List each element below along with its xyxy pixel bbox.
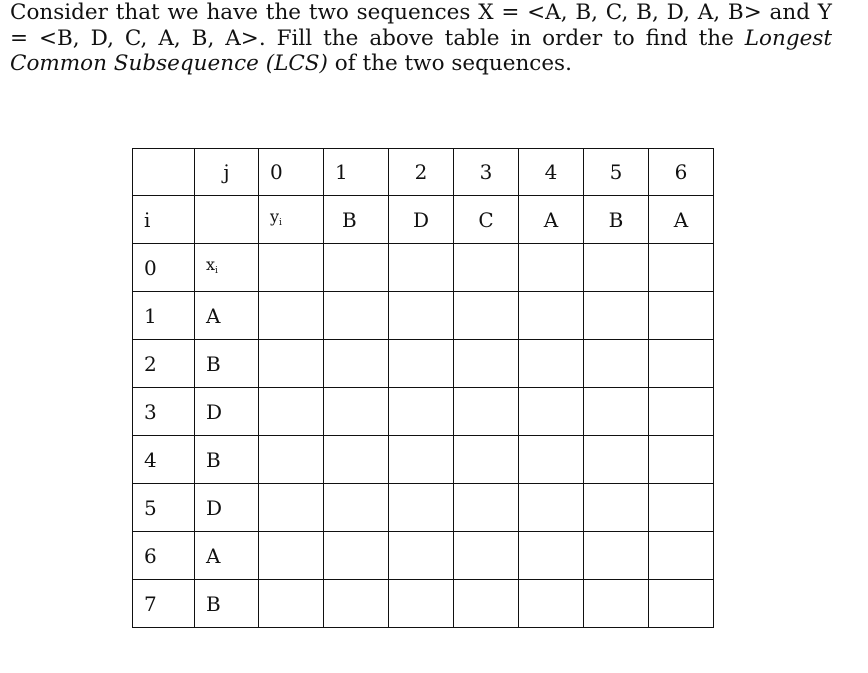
- table-cell-blank[interactable]: [324, 340, 389, 388]
- table-cell-blank[interactable]: [519, 244, 584, 292]
- table-cell-blank[interactable]: [519, 292, 584, 340]
- table-cell-x-7: B: [195, 580, 259, 628]
- table-row-i-2: [133, 340, 714, 388]
- table-cell-blank[interactable]: [324, 532, 389, 580]
- table-cell-i-5: 5: [133, 484, 195, 532]
- table-cell-blank[interactable]: [649, 292, 714, 340]
- table-cell-blank[interactable]: [454, 484, 519, 532]
- table-cell-x-4: B: [195, 436, 259, 484]
- question-text-italic-lcs-name: Longest Common Subsequence: [10, 25, 832, 76]
- table-cell-blank[interactable]: [454, 580, 519, 628]
- table-cell-blank[interactable]: [649, 532, 714, 580]
- table-cell-blank[interactable]: [324, 436, 389, 484]
- table-cell-j-2: 2: [389, 149, 454, 196]
- table-cell-i-6: 6: [133, 532, 195, 580]
- table-cell-j-5: 5: [584, 149, 649, 196]
- table-cell-empty: [195, 196, 259, 244]
- table-cell-x-label: xi: [195, 244, 259, 292]
- table-cell-blank[interactable]: [584, 340, 649, 388]
- table-cell-j-4: 4: [519, 149, 584, 196]
- table-cell-blank[interactable]: [324, 388, 389, 436]
- table-cell-blank[interactable]: [649, 244, 714, 292]
- table-cell-y-3: C: [454, 196, 519, 244]
- table-row-i-6: [133, 532, 714, 580]
- table-cell-blank[interactable]: [519, 388, 584, 436]
- table-cell-x-6: A: [195, 532, 259, 580]
- question-text-part1: Consider that we have the two sequences X = <A, B, C, B, D, A, B> and Y = <B, D, C, A, B, A>. Fill the above table in order to find the: [10, 0, 832, 51]
- table-cell-blank[interactable]: [259, 340, 324, 388]
- question-text-part3: of the two sequences.: [327, 51, 572, 76]
- table-cell-j-1: 1: [324, 149, 389, 196]
- lcs-table: [132, 148, 714, 628]
- table-cell-blank[interactable]: [649, 580, 714, 628]
- table-cell-x-1: A: [195, 292, 259, 340]
- table-cell-y-1: B: [324, 196, 389, 244]
- table-cell-blank[interactable]: [389, 436, 454, 484]
- table-cell-blank[interactable]: [584, 292, 649, 340]
- table-cell-i-0: 0: [133, 244, 195, 292]
- table-cell-y-2: D: [389, 196, 454, 244]
- table-cell-x-3: D: [195, 388, 259, 436]
- table-cell-blank[interactable]: [324, 292, 389, 340]
- table-cell-blank[interactable]: [259, 436, 324, 484]
- table-cell-blank[interactable]: [649, 484, 714, 532]
- table-row-i-7: [133, 580, 714, 628]
- table-cell-blank[interactable]: [324, 580, 389, 628]
- table-cell-blank[interactable]: [389, 292, 454, 340]
- table-cell-blank[interactable]: [519, 436, 584, 484]
- table-cell-blank[interactable]: [389, 580, 454, 628]
- table-row-y-header: [133, 196, 714, 244]
- table-cell-blank[interactable]: [389, 388, 454, 436]
- table-cell-x-2: B: [195, 340, 259, 388]
- table-cell-blank[interactable]: [519, 580, 584, 628]
- table-cell-blank[interactable]: [649, 340, 714, 388]
- table-cell-i-7: 7: [133, 580, 195, 628]
- question-text-part2: [259, 51, 266, 76]
- table-cell-blank[interactable]: [649, 388, 714, 436]
- table-cell-blank[interactable]: [259, 292, 324, 340]
- table-cell-blank[interactable]: [649, 436, 714, 484]
- table-cell-i-2: 2: [133, 340, 195, 388]
- table-cell-blank[interactable]: [454, 244, 519, 292]
- table-cell-y-label: yi: [259, 196, 324, 244]
- table-cell-blank[interactable]: [389, 340, 454, 388]
- table-cell-blank[interactable]: [454, 532, 519, 580]
- table-cell-i-1: 1: [133, 292, 195, 340]
- table-cell-blank[interactable]: [389, 484, 454, 532]
- question-text-italic-lcs-abbrev: (LCS): [265, 51, 328, 76]
- table-cell-j-0: 0: [259, 149, 324, 196]
- table-cell-blank[interactable]: [584, 388, 649, 436]
- table-cell-blank[interactable]: [584, 484, 649, 532]
- table-cell-y-6: A: [649, 196, 714, 244]
- table-cell-i-3: 3: [133, 388, 195, 436]
- table-row-j-header: [133, 149, 714, 196]
- table-cell-blank[interactable]: [454, 340, 519, 388]
- table-row-i-1: [133, 292, 714, 340]
- table-cell-y-4: A: [519, 196, 584, 244]
- table-cell-blank[interactable]: [389, 244, 454, 292]
- table-row-i-3: [133, 388, 714, 436]
- table-cell-blank[interactable]: [454, 436, 519, 484]
- table-cell-corner: [133, 149, 195, 196]
- table-cell-blank[interactable]: [259, 388, 324, 436]
- table-cell-blank[interactable]: [454, 388, 519, 436]
- table-row-i-0: [133, 244, 714, 292]
- table-cell-blank[interactable]: [259, 244, 324, 292]
- table-cell-j-3: 3: [454, 149, 519, 196]
- table-cell-y-5: B: [584, 196, 649, 244]
- table-cell-blank[interactable]: [519, 340, 584, 388]
- table-cell-blank[interactable]: [584, 436, 649, 484]
- table-cell-blank[interactable]: [519, 484, 584, 532]
- table-cell-blank[interactable]: [584, 532, 649, 580]
- table-cell-blank[interactable]: [259, 580, 324, 628]
- table-cell-blank[interactable]: [259, 484, 324, 532]
- table-row-i-5: [133, 484, 714, 532]
- table-cell-x-5: D: [195, 484, 259, 532]
- question-paragraph: [10, 0, 832, 77]
- table-cell-j-6: 6: [649, 149, 714, 196]
- table-cell-blank[interactable]: [519, 532, 584, 580]
- table-cell-blank[interactable]: [584, 244, 649, 292]
- table-cell-blank[interactable]: [259, 532, 324, 580]
- table-cell-blank[interactable]: [324, 244, 389, 292]
- table-cell-blank[interactable]: [454, 292, 519, 340]
- table-cell-i-label: i: [133, 196, 195, 244]
- table-cell-blank[interactable]: [324, 484, 389, 532]
- table-cell-blank[interactable]: [584, 580, 649, 628]
- table-cell-blank[interactable]: [389, 532, 454, 580]
- table-cell-i-4: 4: [133, 436, 195, 484]
- table-cell-j-label: j: [195, 149, 259, 196]
- table-row-i-4: [133, 436, 714, 484]
